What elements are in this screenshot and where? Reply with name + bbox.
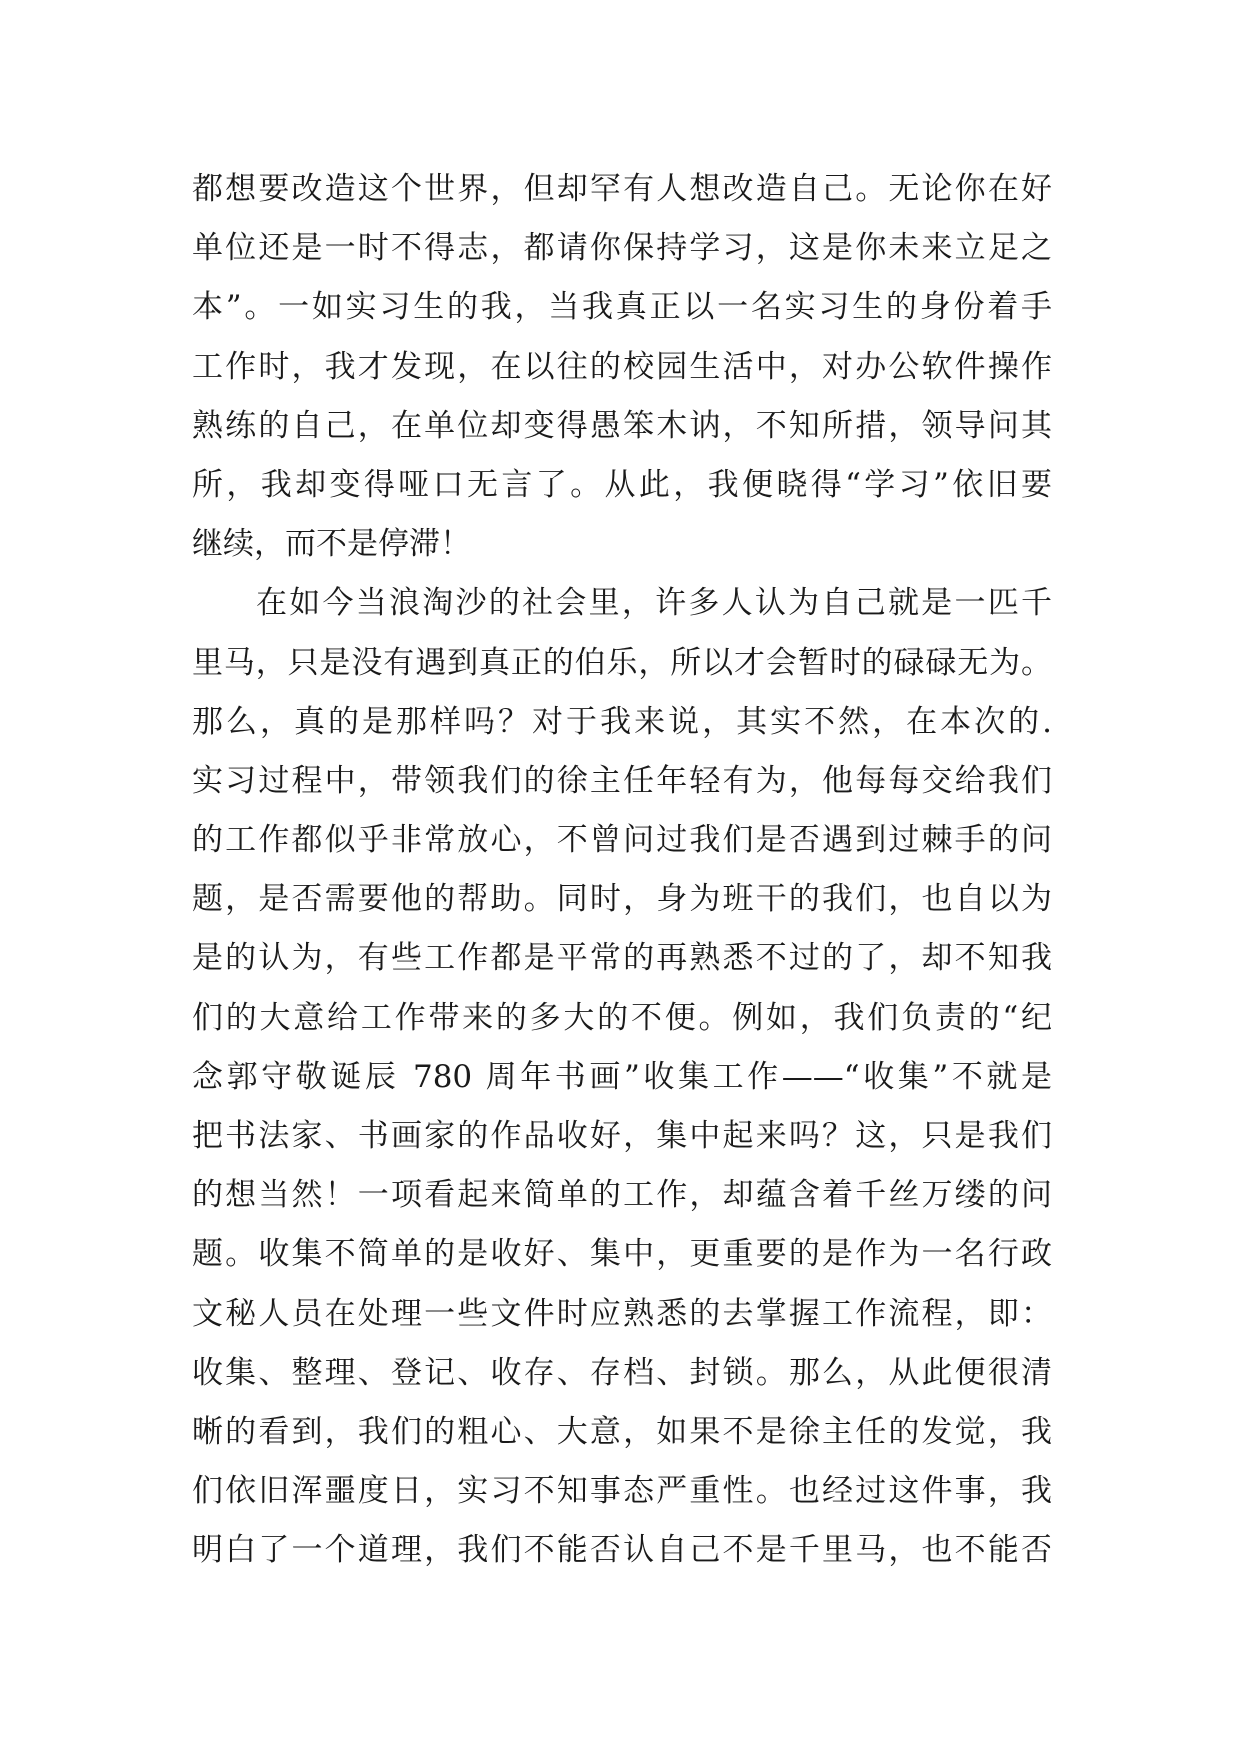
text-line: 本”。一如实习生的我，当我真正以一名实习生的身份着手 xyxy=(192,289,1052,326)
text-line: 熟练的自己，在单位却变得愚笨木讷，不知所措，领导问其 xyxy=(192,407,1052,444)
text-line: 文秘人员在处理一些文件时应熟悉的去掌握工作流程，即： xyxy=(192,1295,1052,1332)
paragraph-start-line: 在如今当浪淘沙的社会里，许多人认为自己就是一匹千 xyxy=(256,585,1052,622)
text-line: 们依旧浑噩度日，实习不知事态严重性。也经过这件事，我 xyxy=(192,1473,1052,1510)
text-line: 收集、整理、登记、收存、存档、封锁。那么，从此便很清 xyxy=(192,1354,1052,1391)
text-line: 把书法家、书画家的作品收好，集中起来吗？这，只是我们 xyxy=(192,1118,1052,1154)
text-line: 那么，真的是那样吗？对于我来说，其实不然，在本次的. xyxy=(192,703,1052,740)
text-line: 晰的看到，我们的粗心、大意，如果不是徐主任的发觉，我 xyxy=(192,1413,1052,1450)
text-line: 题，是否需要他的帮助。同时，身为班干的我们，也自以为 xyxy=(192,881,1052,918)
text-line: 的工作都似乎非常放心，不曾问过我们是否遇到过棘手的问 xyxy=(192,822,1052,859)
paragraph-end-line: 继续，而不是停滞！ xyxy=(192,526,471,563)
text-line: 里马，只是没有遇到真正的伯乐，所以才会暂时的碌碌无为。 xyxy=(192,644,1052,681)
text-line: 工作时，我才发现，在以往的校园生活中，对办公软件操作 xyxy=(192,348,1052,385)
body-text xyxy=(192,160,1052,1581)
text-line: 的想当然！一项看起来简单的工作，却蕴含着千丝万缕的问 xyxy=(192,1177,1052,1214)
text-line: 单位还是一时不得志，都请你保持学习，这是你未来立足之 xyxy=(192,230,1052,267)
text-line: 明白了一个道理，我们不能否认自己不是千里马，也不能否 xyxy=(192,1532,1052,1569)
text-line: 实习过程中，带领我们的徐主任年轻有为，他每每交给我们 xyxy=(192,762,1052,799)
text-line: 们的大意给工作带来的多大的不便。例如，我们负责的“纪 xyxy=(192,999,1052,1036)
text-line: 题。收集不简单的是收好、集中，更重要的是作为一名行政 xyxy=(192,1236,1052,1273)
text-line: 都想要改造这个世界，但却罕有人想改造自己。无论你在好 xyxy=(192,171,1052,207)
text-line: 念郭守敬诞辰 780 周年书画”收集工作——“收集”不就是 xyxy=(192,1058,1052,1095)
text-line: 是的认为，有些工作都是平常的再熟悉不过的了，却不知我 xyxy=(192,940,1052,977)
text-line: 所，我却变得哑口无言了。从此，我便晓得“学习”依旧要 xyxy=(192,466,1052,503)
